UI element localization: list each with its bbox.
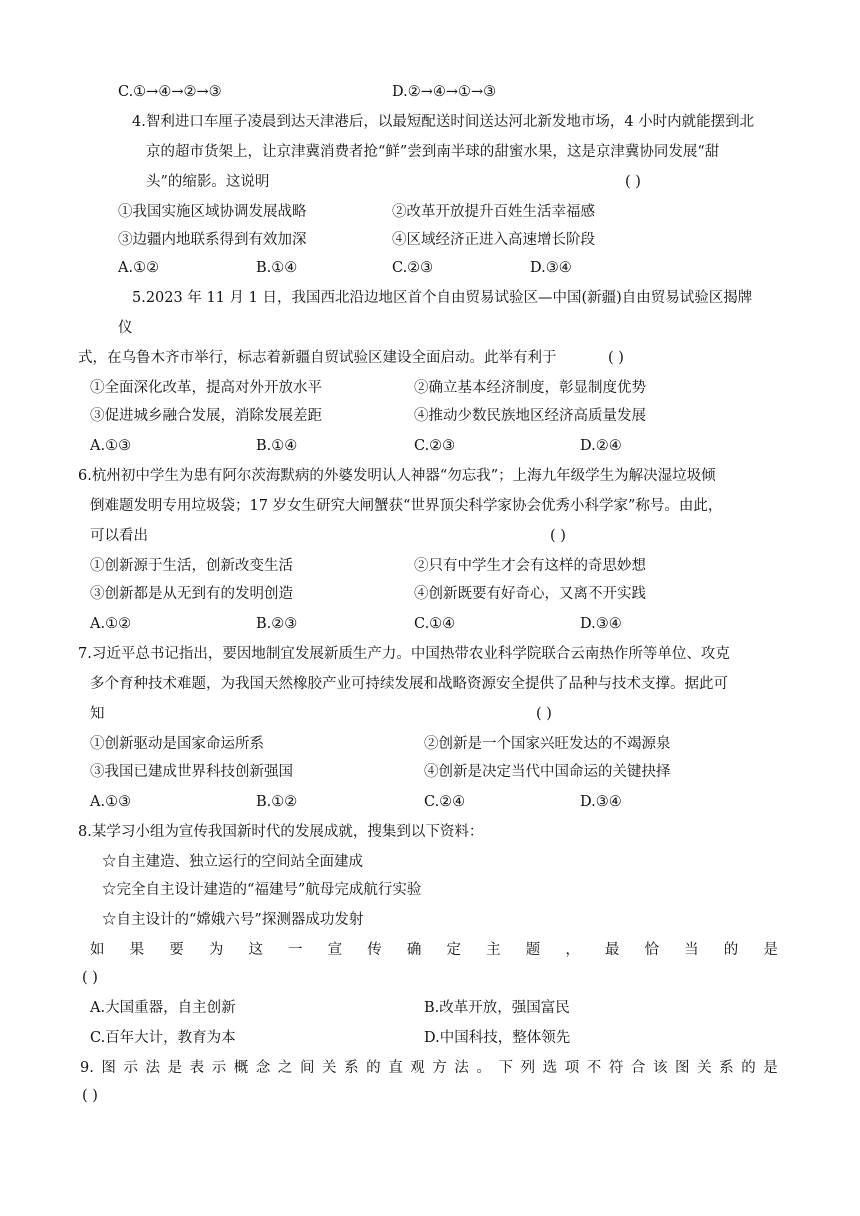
statement-4: ④创新是决定当代中国命运的关键抉择 — [424, 764, 671, 780]
statement-3: ③创新都是从无到有的发明创造 — [90, 586, 293, 602]
statement-1: ①创新源于生活，创新改变生活 — [90, 558, 293, 574]
statement-3: ③我国已建成世界科技创新强国 — [90, 764, 293, 780]
option-a: A.①③ — [90, 438, 132, 454]
option-c: C.①→④→②→③ — [118, 84, 222, 100]
option-c: C.百年大计，教育为本 — [90, 1030, 236, 1046]
option-b: B.①④ — [256, 438, 298, 454]
question-4-stem: 4.智利进口车厘子凌晨到达天津港后，以最短配送时间送达河北新发地市场，4 小时内就能摆到北 — [132, 114, 755, 130]
option-c: C.②④ — [424, 794, 466, 810]
question-4-stem-line3: 头”的缩影。这说明 — [146, 174, 270, 190]
statement-3: ③促进城乡融合发展，消除发展差距 — [90, 408, 322, 424]
option-d: D.③④ — [580, 616, 622, 632]
option-d: D.②④ — [580, 438, 622, 454]
statement-2: ②创新是一个国家兴旺发达的不竭源泉 — [424, 736, 671, 752]
question-6-stem: 6.杭州初中学生为患有阿尔茨海默病的外婆发明认人神器“勿忘我”；上海九年级学生为解决湿垃圾倾 — [78, 468, 716, 484]
statement-4: ④推动少数民族地区经济高质量发展 — [414, 408, 646, 424]
question-8-stem: 8.某学习小组为宣传我国新时代的发展成就，搜集到以下资料： — [78, 824, 484, 840]
question-8-prompt: 如 果 要 为 这 一 宣 传 确 定 主 题 ， 最 恰 当 的 是 — [90, 942, 778, 958]
statement-3: ③边疆内地联系得到有效加深 — [118, 232, 307, 248]
option-b: B.①④ — [256, 260, 298, 276]
answer-paren: ( ) — [550, 528, 566, 544]
statement-2: ②只有中学生才会有这样的奇思妙想 — [414, 558, 646, 574]
statement-1: ①我国实施区域协调发展战略 — [118, 204, 307, 220]
question-5-stem-line2: 仪 — [118, 320, 133, 336]
answer-paren: ( ) — [536, 706, 552, 722]
option-b: B.②③ — [256, 616, 298, 632]
question-7-stem: 7.习近平总书记指出，要因地制宜发展新质生产力。中国热带农业科学院联合云南热作所等单位、攻克 — [78, 646, 730, 662]
question-7-stem-line2: 多个育种技术难题，为我国天然橡胶产业可持续发展和战略资源安全提供了品种与技术支撑。据此可 — [90, 676, 728, 692]
option-a: A.①② — [118, 260, 160, 276]
question-6-stem-line3: 可以看出 — [90, 528, 148, 544]
option-b: B.改革开放，强国富民 — [424, 1000, 570, 1016]
option-d: D.②→④→①→③ — [392, 84, 497, 100]
answer-paren: ( ) — [82, 1088, 98, 1104]
statement-1: ①全面深化改革，提高对外开放水平 — [90, 380, 322, 396]
answer-paren: ( ) — [608, 350, 624, 366]
question-4-stem-line2: 京的超市货架上，让京津冀消费者抢“鲜”尝到南半球的甜蜜水果，这是京津冀协同发展“甜 — [146, 144, 720, 160]
answer-paren: ( ) — [82, 970, 98, 986]
option-c: C.②③ — [392, 260, 434, 276]
option-d: D.③④ — [530, 260, 572, 276]
statement-2: ②确立基本经济制度，彰显制度优势 — [414, 380, 646, 396]
option-a: A.①③ — [90, 794, 132, 810]
option-b: B.①② — [256, 794, 298, 810]
answer-paren: ( ) — [625, 174, 641, 190]
option-d: D.中国科技，整体领先 — [424, 1030, 571, 1046]
question-9-stem: 9. 图 示 法 是 表 示 概 念 之 间 关 系 的 直 观 方 法 。 下 列 选 项 不 符 合 该 图 关 系 的 是 — [80, 1060, 778, 1076]
option-c: C.①④ — [414, 616, 456, 632]
material-item-3: ☆自主设计的“嫦娥六号”探测器成功发射 — [102, 912, 364, 928]
question-6-stem-line2: 倒难题发明专用垃圾袋；17 岁女生研究大闸蟹获“世界顶尖科学家协会优秀小科学家”称号。由此， — [90, 498, 723, 514]
option-a: A.大国重器，自主创新 — [90, 1000, 236, 1016]
question-5-stem-line3: 式，在乌鲁木齐市举行，标志着新疆自贸试验区建设全面启动。此举有利于 — [78, 350, 557, 366]
material-item-2: ☆完全自主设计建造的“福建号”航母完成航行实验 — [102, 882, 422, 898]
statement-2: ②改革开放提升百姓生活幸福感 — [392, 204, 595, 220]
statement-4: ④创新既要有好奇心，又离不开实践 — [414, 586, 646, 602]
option-a: A.①② — [90, 616, 132, 632]
question-7-stem-line3: 知 — [90, 706, 105, 722]
option-c: C.②③ — [414, 438, 456, 454]
statement-4: ④区域经济正进入高速增长阶段 — [392, 232, 595, 248]
option-d: D.③④ — [580, 794, 622, 810]
question-5-stem: 5.2023 年 11 月 1 日，我国西北沿边地区首个自由贸易试验区—中国(新疆)自由贸易试验区揭牌 — [132, 290, 753, 306]
material-item-1: ☆自主建造、独立运行的空间站全面建成 — [102, 854, 363, 870]
statement-1: ①创新驱动是国家命运所系 — [90, 736, 264, 752]
